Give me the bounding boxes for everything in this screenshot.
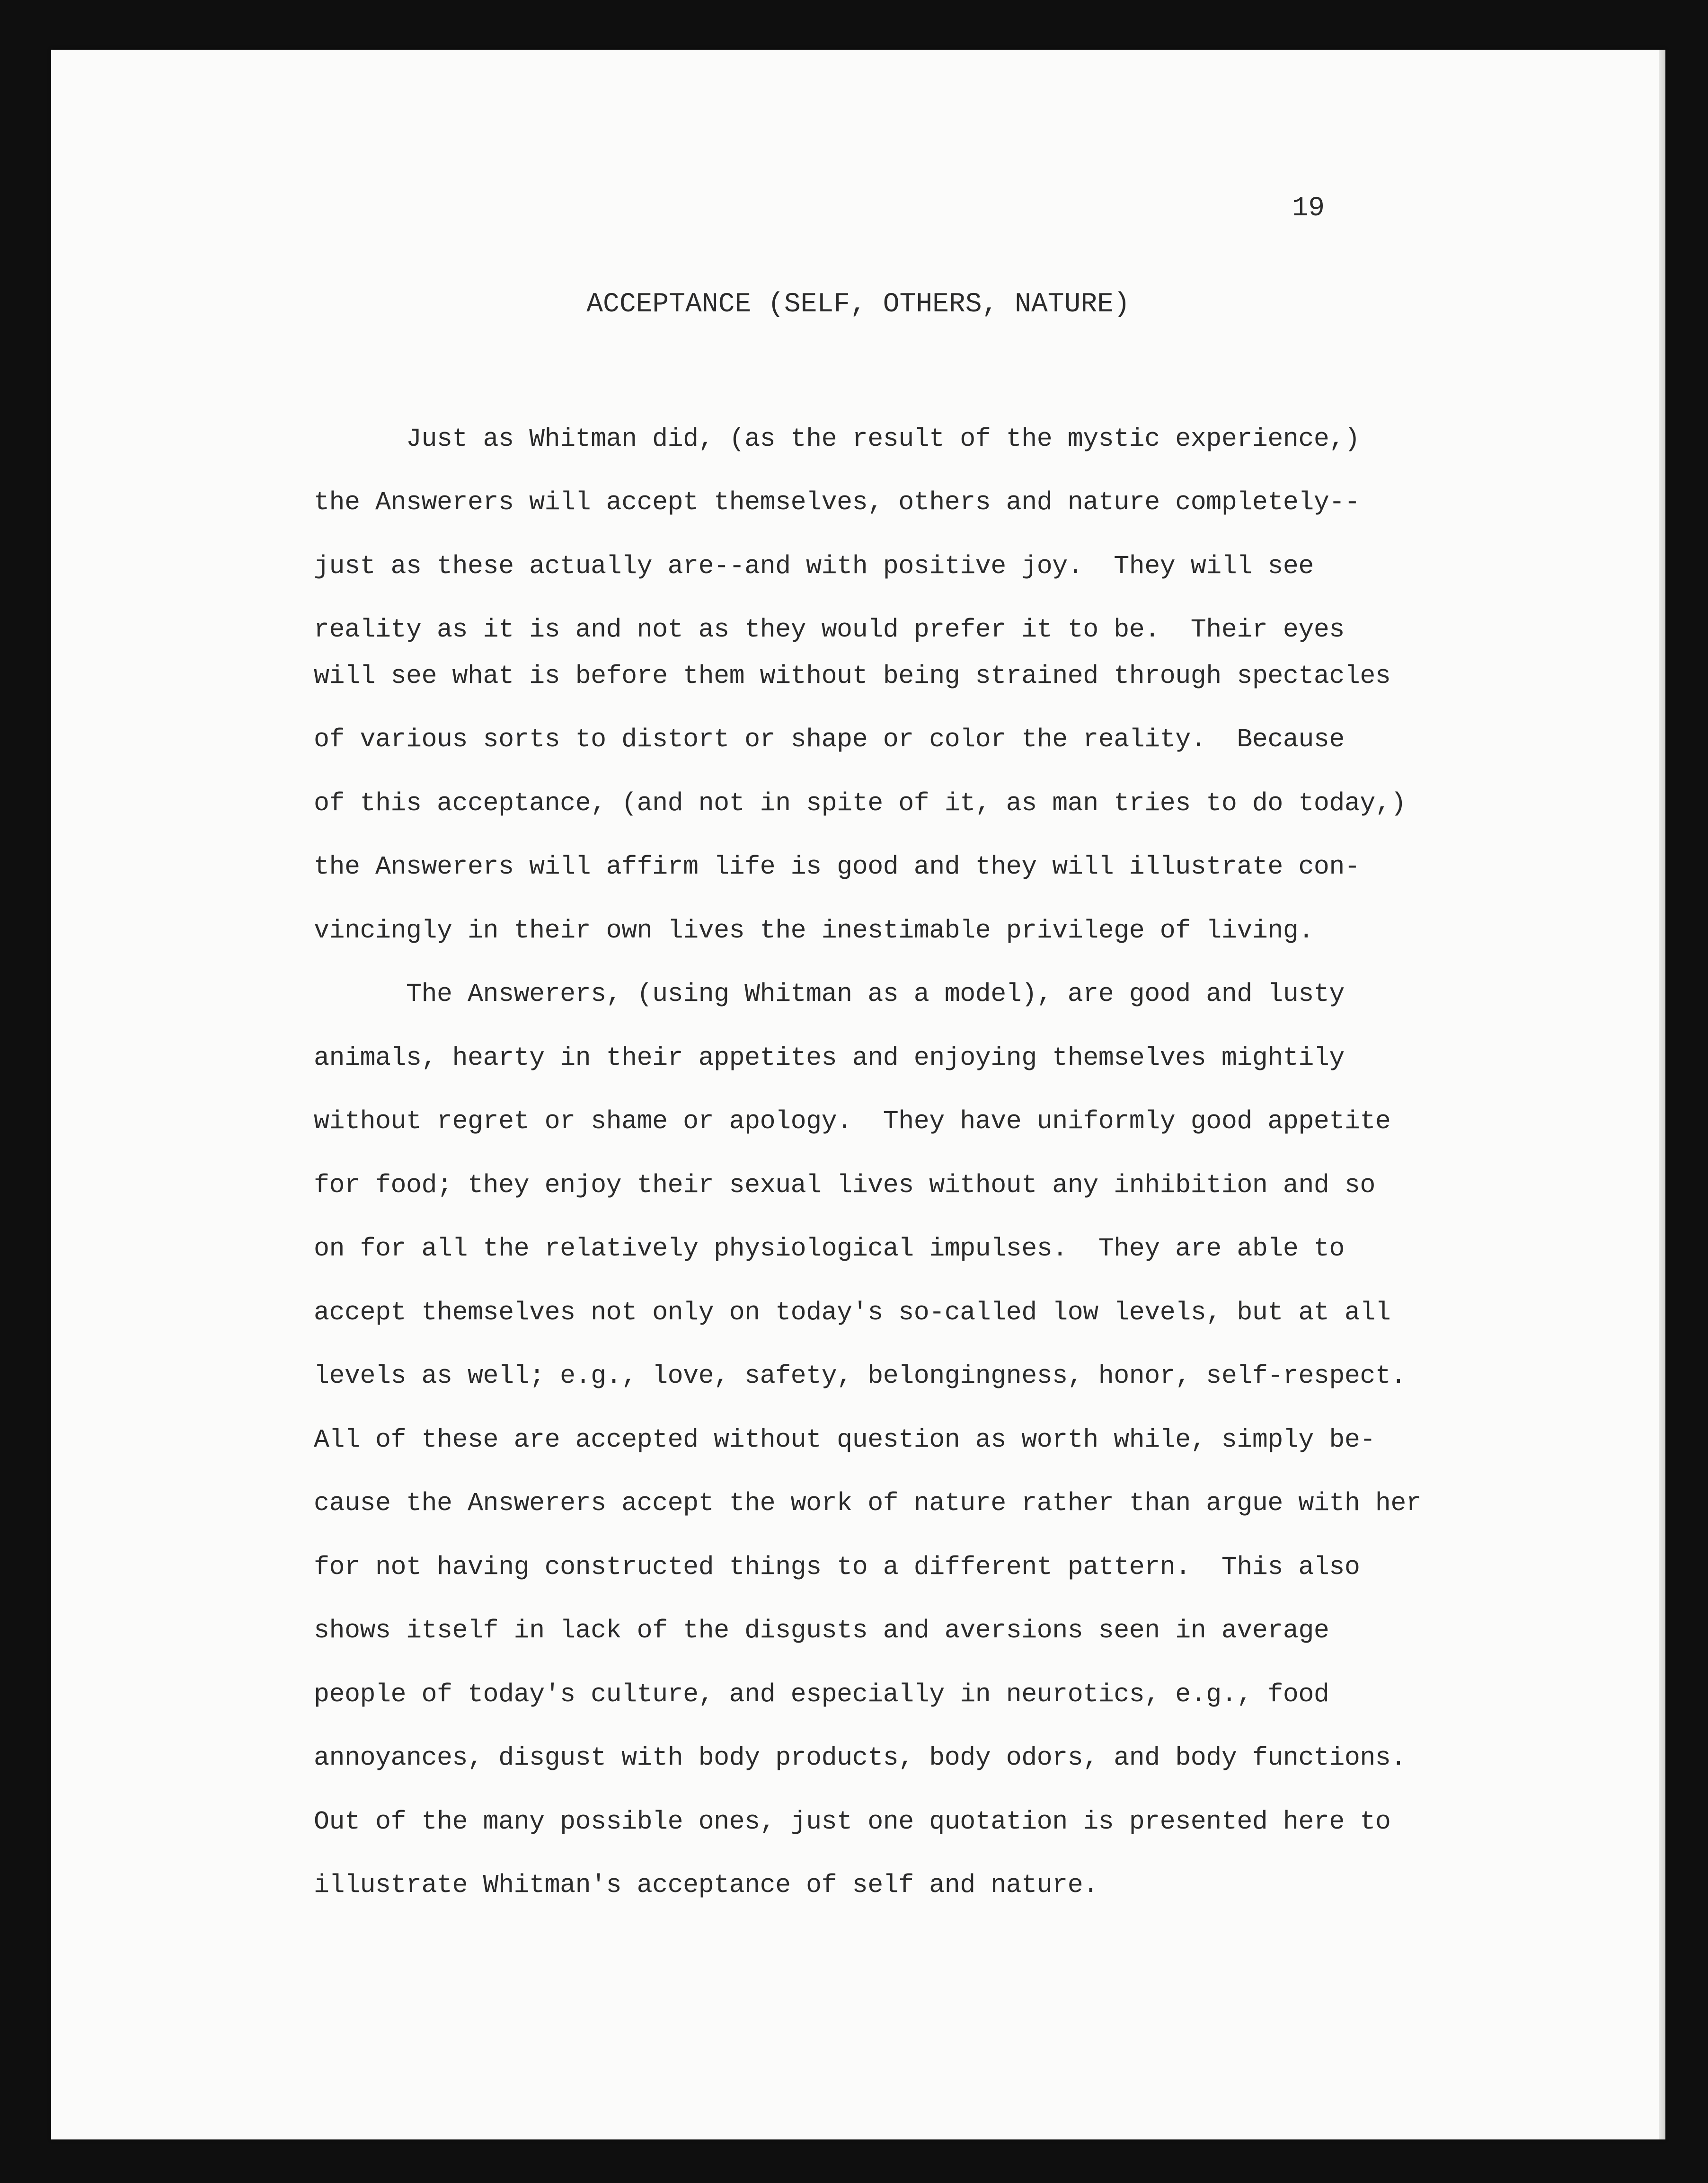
text-line: The Answerers, (using Whitman as a model), are good and lusty — [314, 979, 1345, 1009]
page-number: 19 — [1292, 193, 1325, 224]
text-line: will see what is before them without being strained through spectacles — [314, 661, 1391, 691]
text-line: just as these actually are--and with positive joy. They will see — [314, 551, 1314, 581]
text-line: for not having constructed things to a different pattern. This also — [314, 1552, 1360, 1582]
text-line: on for all the relatively physiological impulses. They are able to — [314, 1234, 1345, 1264]
text-line: Out of the many possible ones, just one quotation is presented here to — [314, 1807, 1391, 1837]
typed-page — [51, 50, 1665, 2139]
text-line: the Answerers will affirm life is good and they will illustrate con- — [314, 852, 1360, 882]
text-line: All of these are accepted without question as worth while, simply be- — [314, 1425, 1375, 1455]
text-line: the Answerers will accept themselves, others and nature completely-- — [314, 487, 1360, 517]
text-line: Just as Whitman did, (as the result of the mystic experience,) — [314, 424, 1360, 454]
text-line: of this acceptance, (and not in spite of it, as man tries to do today,) — [314, 788, 1406, 818]
text-line: animals, hearty in their appetites and enjoying themselves mightily — [314, 1043, 1345, 1073]
text-line: reality as it is and not as they would prefer it to be. Their eyes — [314, 615, 1345, 645]
text-line: levels as well; e.g., love, safety, belongingness, honor, self-respect. — [314, 1361, 1406, 1391]
section-title: ACCEPTANCE (SELF, OTHERS, NATURE) — [586, 289, 1130, 320]
text-line: cause the Answerers accept the work of nature rather than argue with her — [314, 1488, 1422, 1518]
page-edge — [1659, 50, 1665, 2139]
text-line: of various sorts to distort or shape or color the reality. Because — [314, 725, 1345, 754]
text-line: without regret or shame or apology. They have uniformly good appetite — [314, 1106, 1391, 1136]
text-line: people of today's culture, and especially in neurotics, e.g., food — [314, 1679, 1329, 1709]
text-line: annoyances, disgust with body products, body odors, and body functions. — [314, 1743, 1406, 1773]
text-line: vincingly in their own lives the inestimable privilege of living. — [314, 916, 1314, 946]
text-line: illustrate Whitman's acceptance of self and nature. — [314, 1870, 1098, 1900]
text-line: shows itself in lack of the disgusts and aversions seen in average — [314, 1616, 1329, 1645]
text-line: for food; they enjoy their sexual lives without any inhibition and so — [314, 1170, 1375, 1200]
text-line: accept themselves not only on today's so-called low levels, but at all — [314, 1298, 1391, 1327]
